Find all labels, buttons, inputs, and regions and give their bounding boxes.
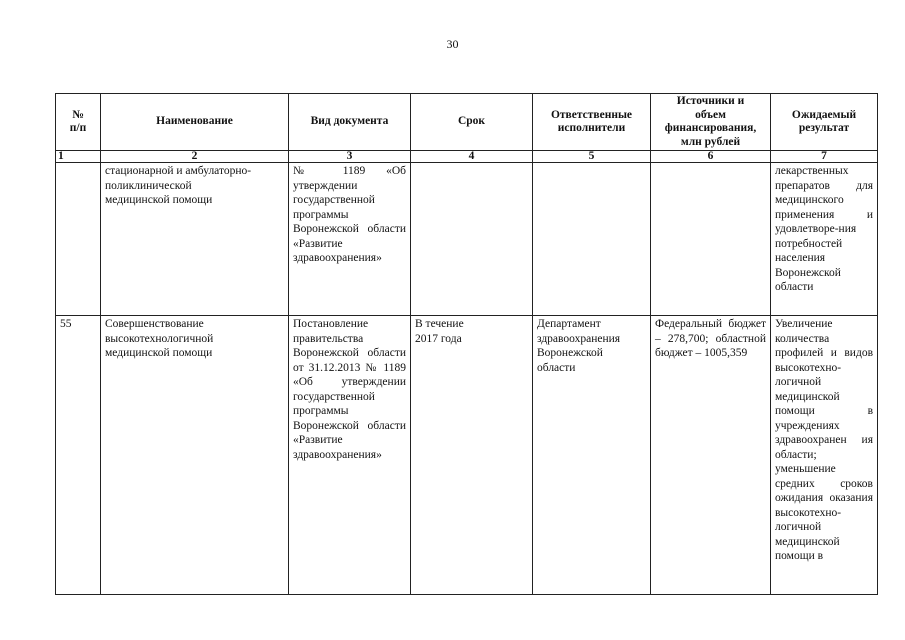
column-number: 1 bbox=[56, 151, 101, 163]
table-row bbox=[56, 163, 878, 316]
row-financing bbox=[651, 163, 771, 316]
column-number: 2 bbox=[101, 151, 289, 163]
row-term bbox=[411, 163, 533, 316]
column-number: 3 bbox=[289, 151, 411, 163]
header-name: Наименование bbox=[101, 94, 289, 151]
table-row bbox=[56, 316, 878, 595]
column-number: 5 bbox=[533, 151, 651, 163]
row-result: лекарственных препаратов для медицинского применения и удовлетворе-ния потребностей населения Воронежской области bbox=[771, 163, 878, 316]
row-number: 55 bbox=[56, 316, 101, 595]
header-executors: Ответственные исполнители bbox=[533, 94, 651, 151]
row-name: Совершенствование высокотехнологичной медицинской помощи bbox=[101, 316, 289, 595]
column-number-row bbox=[56, 151, 878, 163]
row-document: Постановление правительства Воронежской области от 31.12.2013 № 1189 «Об утверждении государственной программы Воронежской области «Развитие здравоохранения» bbox=[289, 316, 411, 595]
header-financing: Источники и объем финансирования, млн рублей bbox=[651, 94, 771, 151]
row-document: № 1189 «Об утверждении государственной программы Воронежской области «Развитие здравоохранения» bbox=[289, 163, 411, 316]
row-term: В течение 2017 года bbox=[411, 316, 533, 595]
row-financing: Федеральный бюджет – 278,700; областной бюджет – 1005,359 bbox=[651, 316, 771, 595]
row-result: Увеличение количества профилей и видов высокотехно-логичной медицинской помощи в учреждениях здравоохранен ия области; уменьшение средних сроков ожидания оказания высокотехно-логичной медицинской помощи в bbox=[771, 316, 878, 595]
header-row bbox=[56, 94, 878, 151]
row-name: стационарной и амбулаторно- поликлинической медицинской помощи bbox=[101, 163, 289, 316]
row-number bbox=[56, 163, 101, 316]
row-executors: Департамент здравоохранения Воронежской области bbox=[533, 316, 651, 595]
header-number: № п/п bbox=[56, 94, 101, 151]
header-document-type: Вид документа bbox=[289, 94, 411, 151]
column-number: 4 bbox=[411, 151, 533, 163]
header-term: Срок bbox=[411, 94, 533, 151]
page-number: 30 bbox=[446, 37, 459, 51]
header-expected-result: Ожидаемый результат bbox=[771, 94, 878, 151]
column-number: 7 bbox=[771, 151, 878, 163]
plan-table bbox=[55, 93, 878, 595]
row-executors bbox=[533, 163, 651, 316]
column-number: 6 bbox=[651, 151, 771, 163]
